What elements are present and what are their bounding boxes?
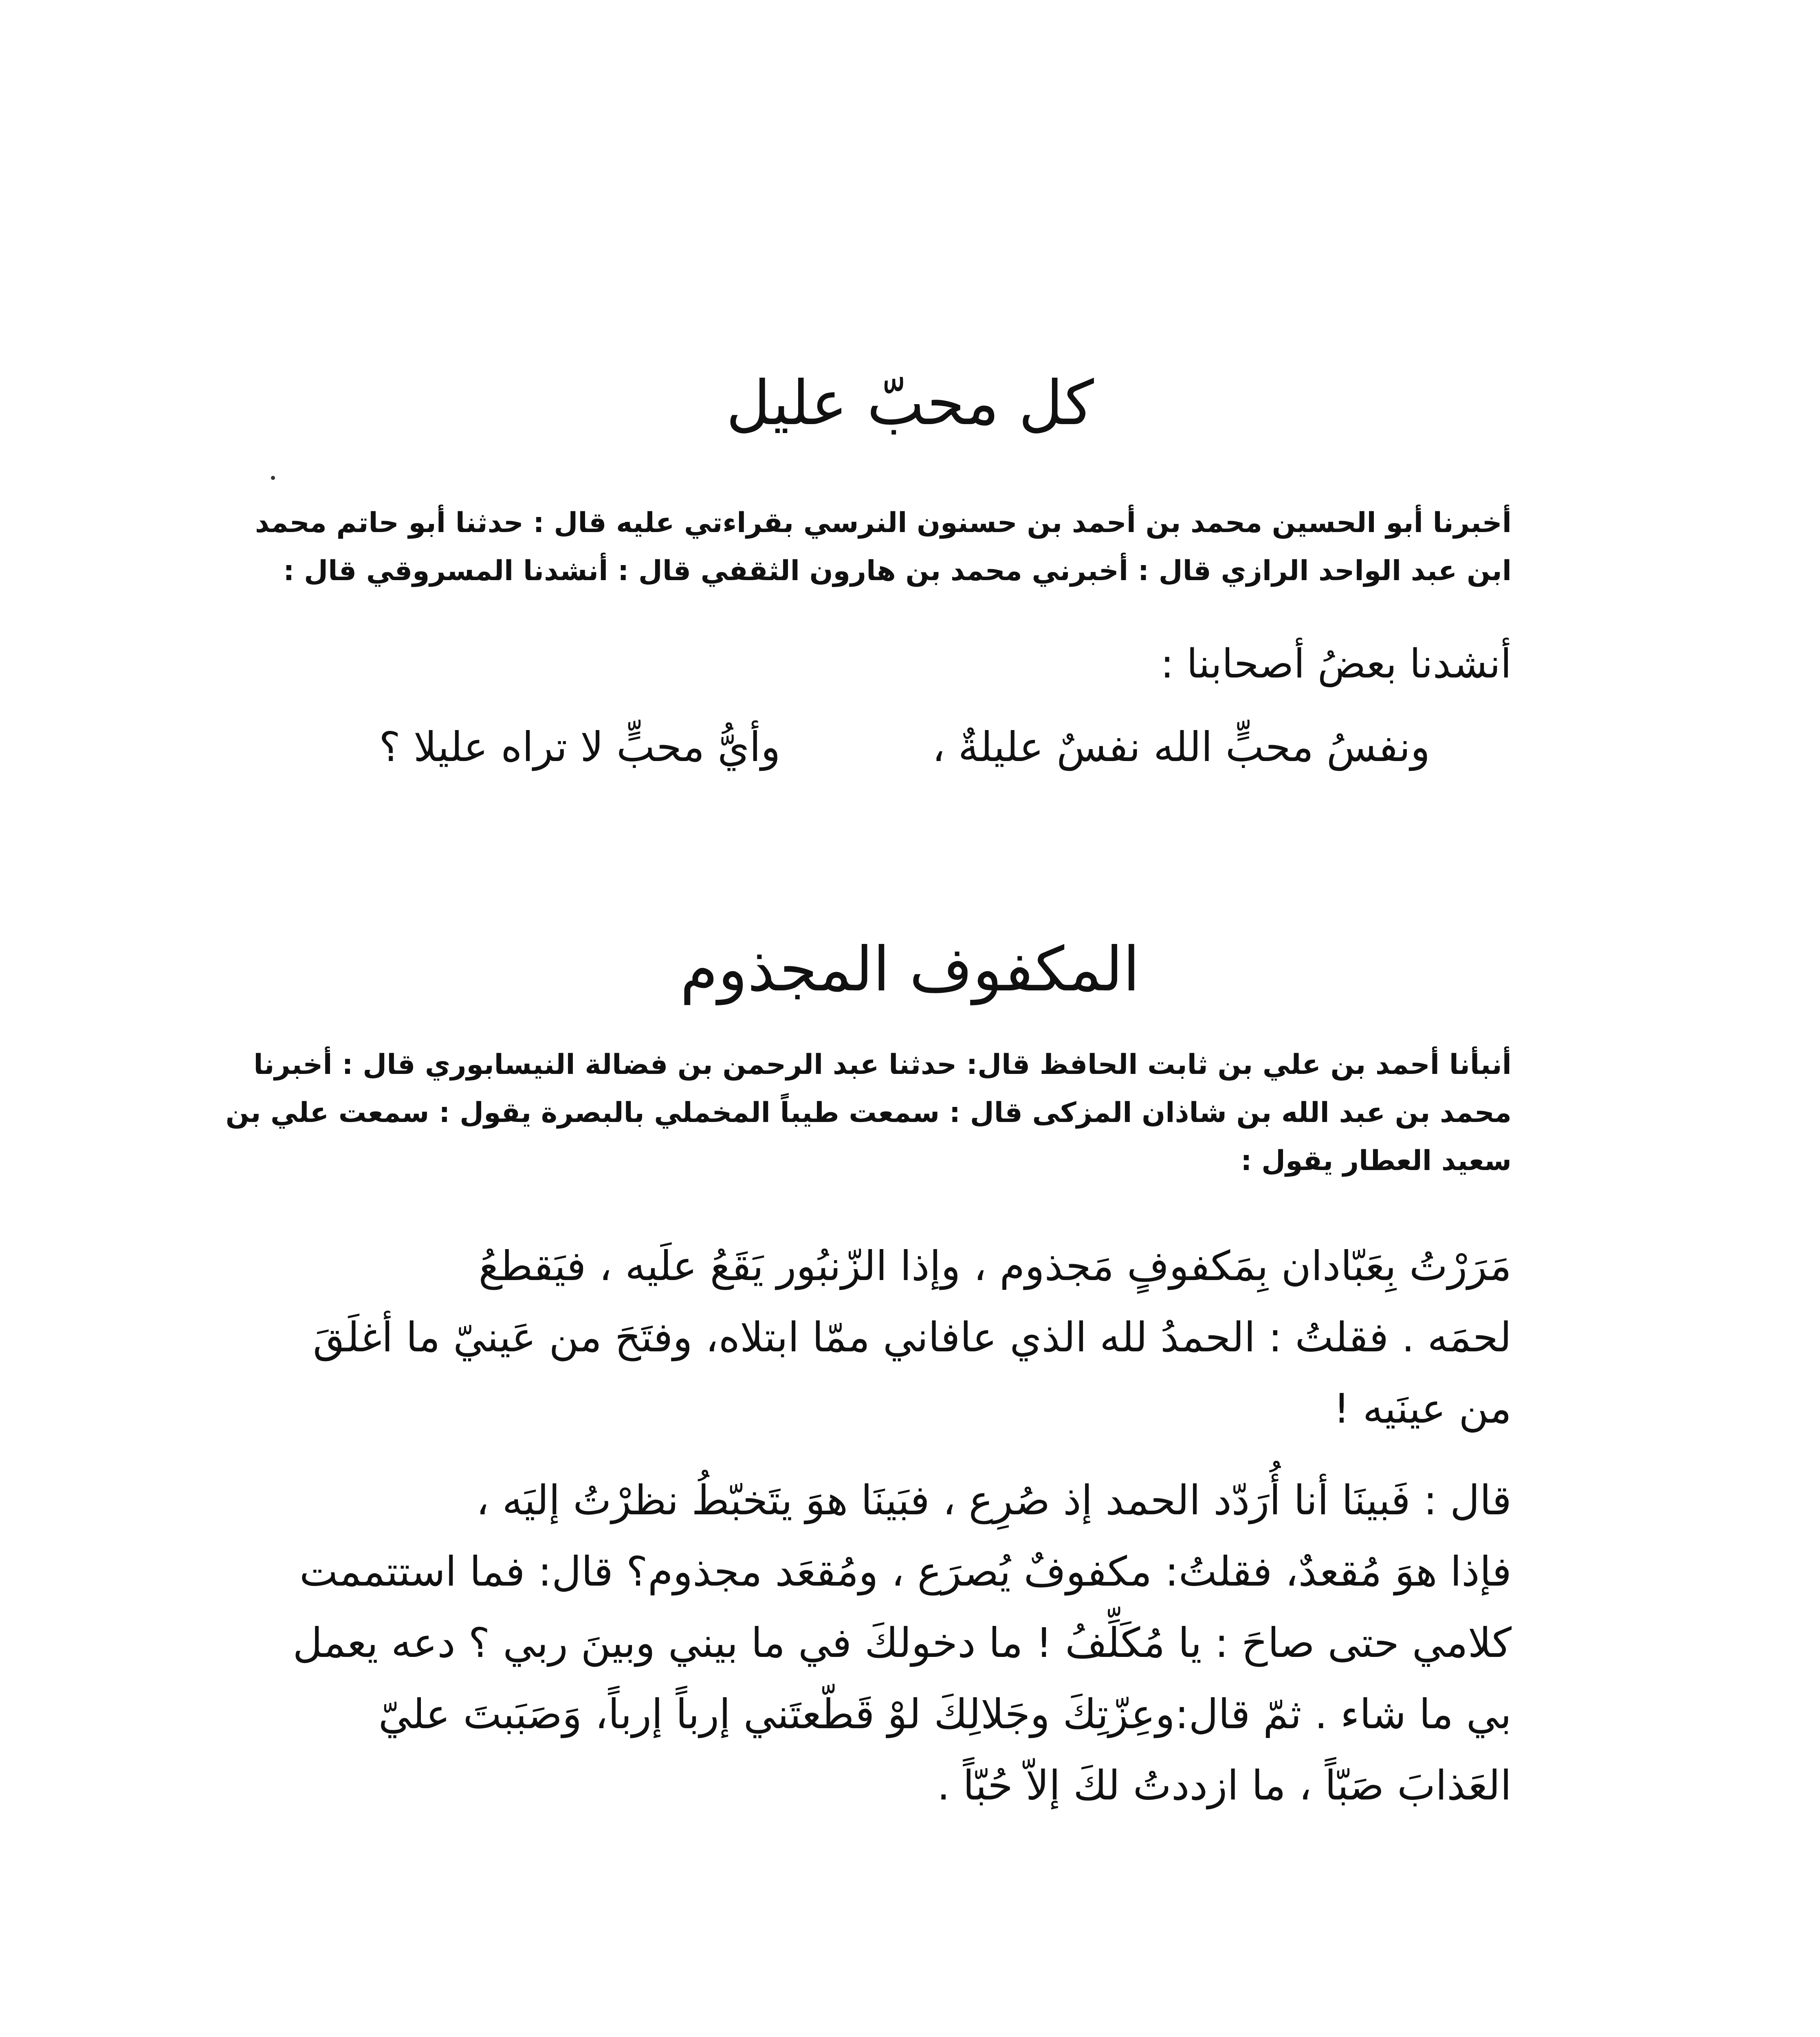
verse-line [379,723,1430,784]
text-line: كلامي حتى صاحَ : يا مُكَلِّفُ ! ما دخولكَ في ما بيني وبينَ ربي ؟ دعه يعمل [293,1619,1512,1667]
isnad-line: سعيد العطار يقول : [1241,1145,1512,1177]
verse-intro: أنشدنا بعضُ أصحابنا : [1160,641,1512,687]
section-title: كل محبّ عليل [726,368,1094,439]
text-line: فإذا هوَ مُقعدٌ، فقلتُ: مكفوفٌ يُصرَع ، ومُقعَد مجذوم؟ قال: فما استتممت [299,1548,1512,1595]
margin-dot [271,476,275,480]
isnad-line: محمد بن عبد الله بن شاذان المزكى قال : سمعت طيباً المخملي بالبصرة يقول : سمعت علي بن [225,1097,1512,1129]
narrative-text [293,1230,1512,1821]
text-line: مَرَرْتُ بِعَبّادان بِمَكفوفٍ مَجذوم ، وإذا الزّنبُور يَقَعُ علَيه ، فيَقطعُ [478,1242,1512,1290]
text-line: قال : فَبينَا أنا أُرَدّد الحمد إذ صُرِع ، فبَينَا هوَ يتَخبّطُ نظرْتُ إليَه ، [476,1476,1512,1524]
isnad-block [225,1041,1512,1185]
text-line: لحمَه . فقلتُ : الحمدُ لله الذي عافاني ممّا ابتلاه، وفتَحَ من عَينيّ ما أغلَقَ [313,1313,1512,1361]
paragraph [310,1230,1512,1444]
section-title: المكفوف المجذوم [680,934,1140,1005]
isnad-block [255,499,1512,595]
text-line: العَذابَ صَبّاً ، ما ازددتُ لكَ إلاّ حُبّاً . [937,1762,1512,1809]
verse-second-hemistich: وأيُّ محبٍّ لا تراه عليلا ؟ [379,723,781,771]
isnad-line: أخبرنا أبو الحسين محمد بن أحمد بن حسنون النرسي بقراءتي عليه قال : حدثنا أبو حاتم محمد [255,507,1512,539]
verse-first-hemistich: ونفسُ محبٍّ الله نفسٌ عليلةٌ ، [932,723,1430,771]
text-line: بي ما شاء . ثمّ قال:وعِزّتِكَ وجَلالِكَ لوْ قَطّعتَني إرباً إرباً، وَصَبَبتَ عليّ [378,1690,1512,1738]
text-line: من عينَيه ! [1333,1385,1512,1432]
isnad-line: ابن عبد الواحد الرازي قال : أخبرني محمد بن هارون الثقفي قال : أنشدنا المسروقي قال : [283,555,1512,587]
isnad-line: أنبأنا أحمد بن علي بن ثابت الحافظ قال: حدثنا عبد الرحمن بن فضالة النيسابوري قال : أخبرنا [253,1049,1512,1081]
paragraph [293,1465,1512,1821]
